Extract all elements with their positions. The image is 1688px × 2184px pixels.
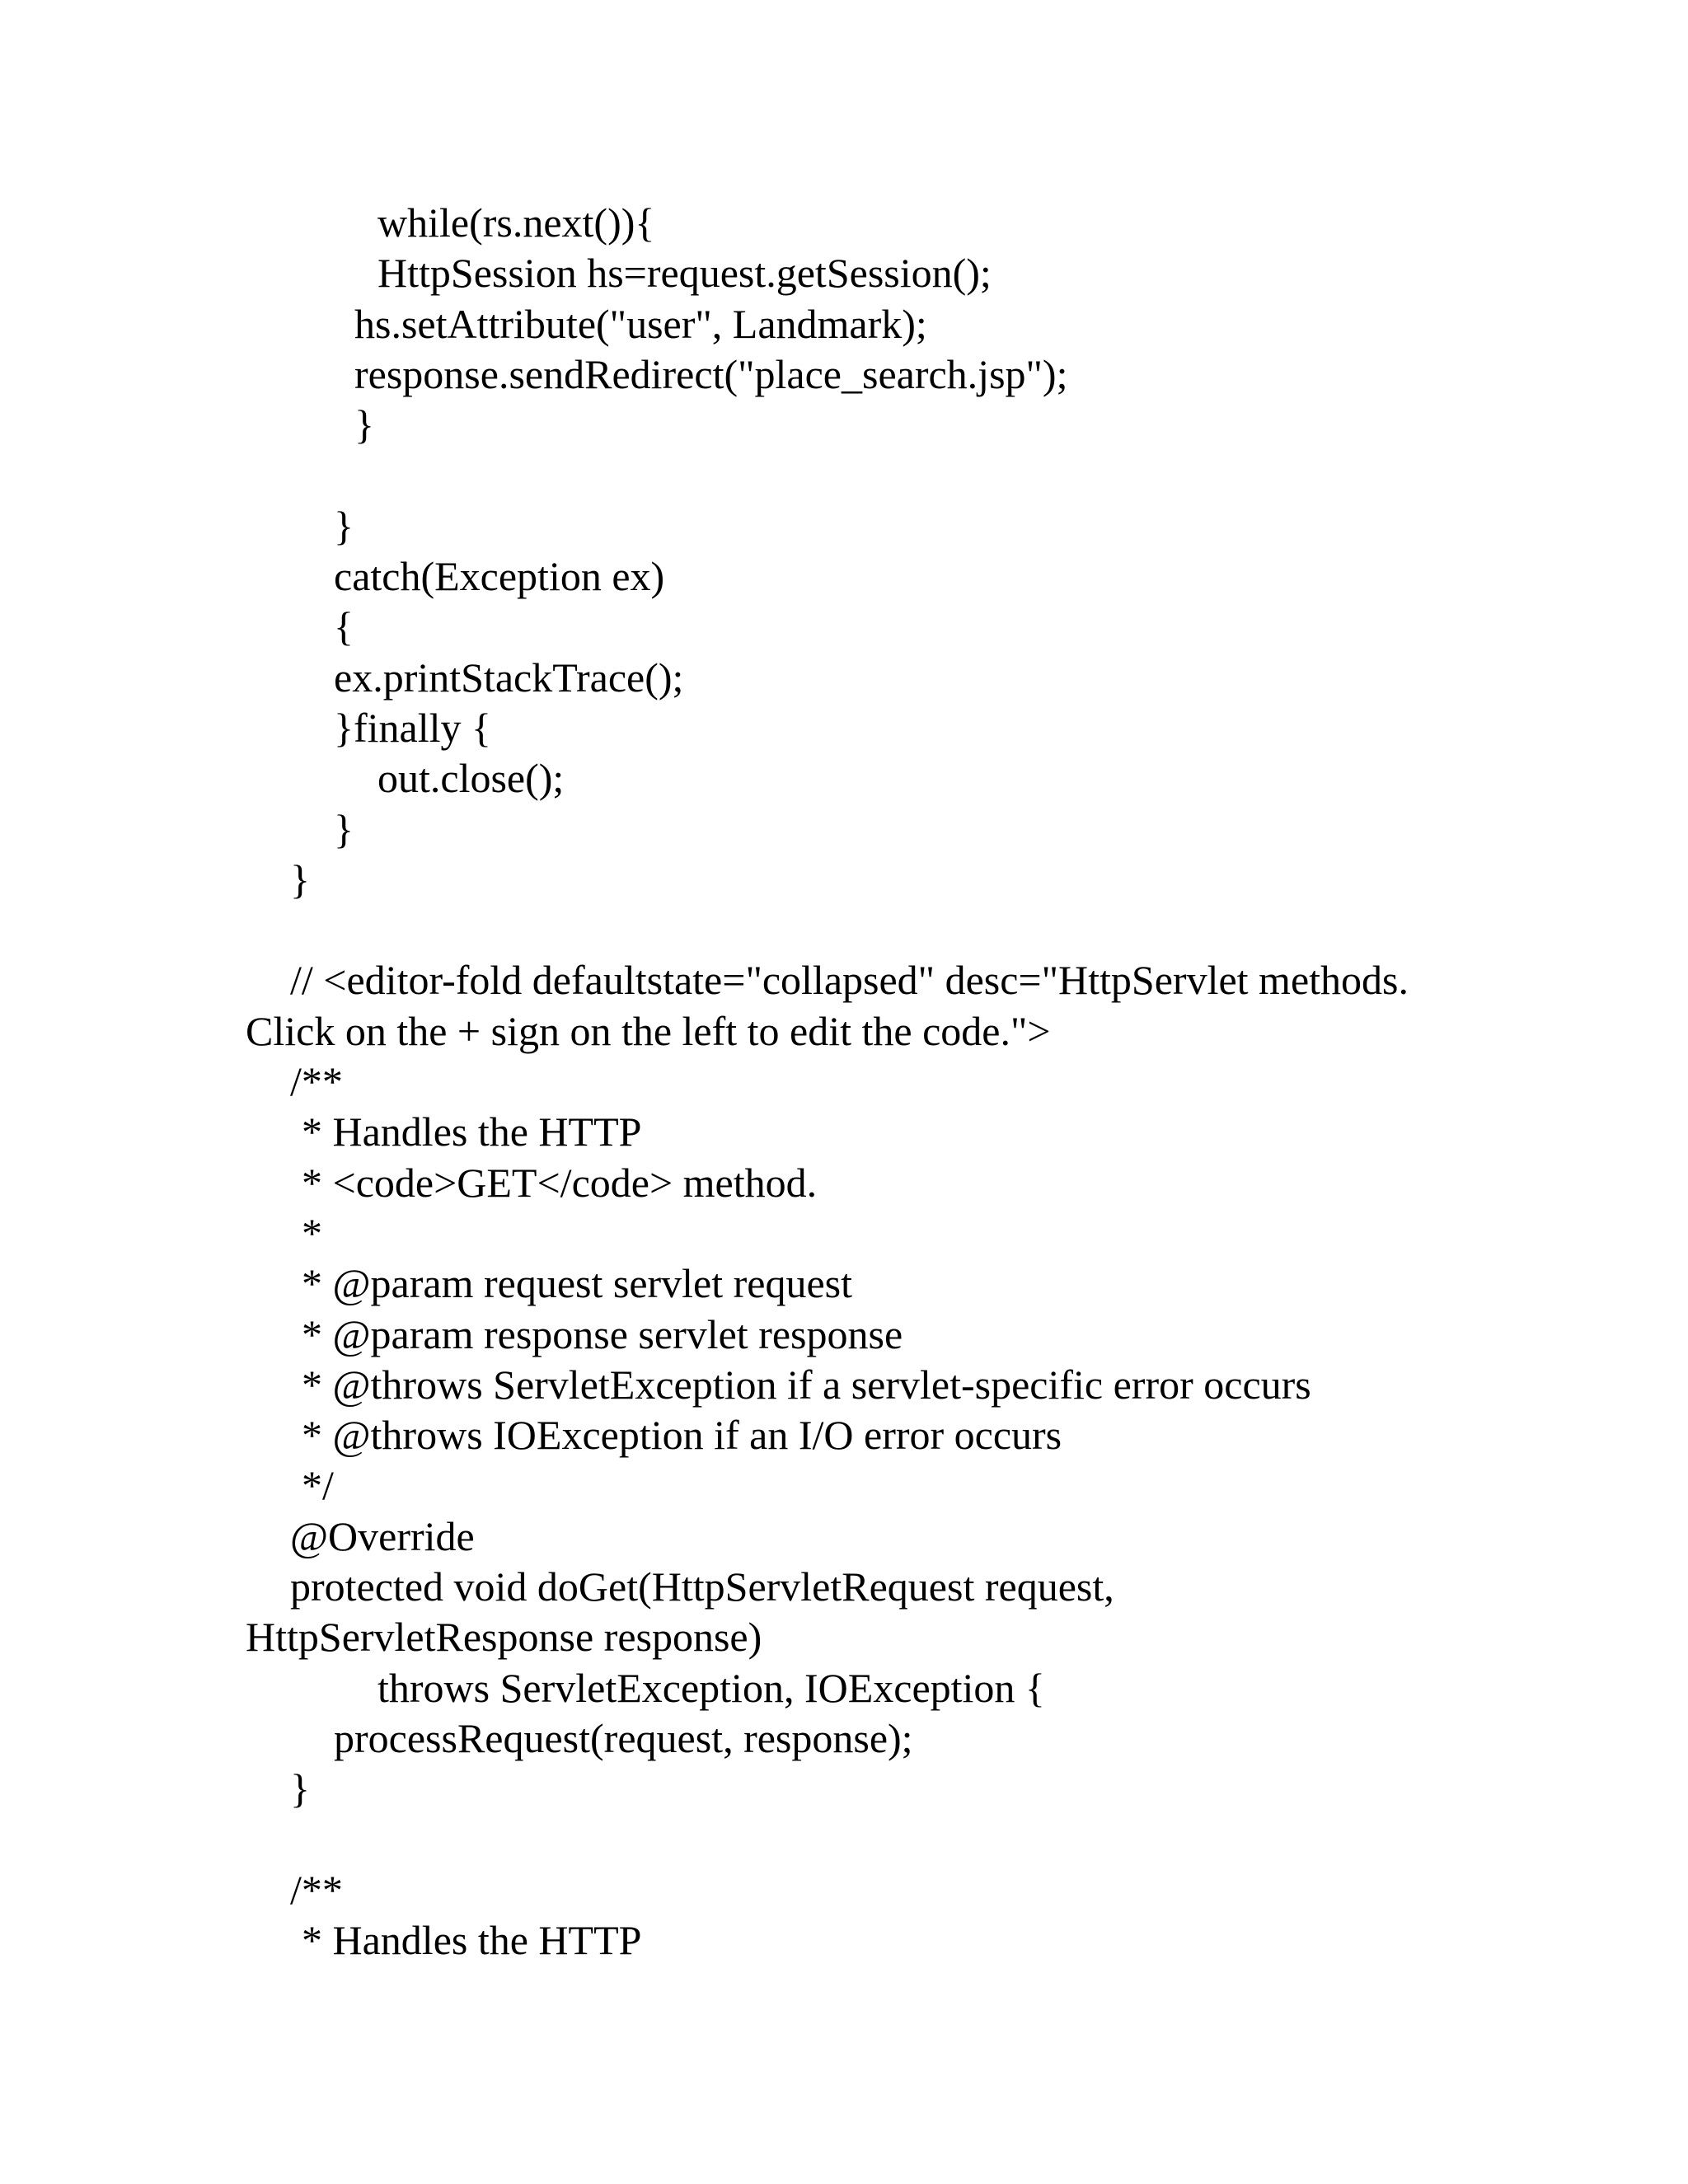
code-line: * @throws ServletException if a servlet-specific error occurs xyxy=(302,1361,1311,1408)
code-line: * Handles the HTTP xyxy=(302,1917,642,1964)
code-line: protected void doGet(HttpServletRequest request, xyxy=(290,1563,1114,1610)
code-line: * xyxy=(302,1209,322,1256)
code-line: } xyxy=(354,401,374,448)
code-line: } xyxy=(290,855,310,902)
code-listing xyxy=(0,198,1688,1966)
code-line: processRequest(request, response); xyxy=(334,1714,913,1761)
code-line: { xyxy=(334,603,354,650)
code-line: response.sendRedirect("place_search.jsp"); xyxy=(354,350,1068,397)
blank-line xyxy=(0,905,1688,955)
code-line: throws ServletException, IOException { xyxy=(377,1664,1045,1711)
code-line: }finally { xyxy=(334,704,492,751)
code-line: * <code>GET</code> method. xyxy=(302,1159,818,1206)
code-line: HttpServletResponse response) xyxy=(246,1614,762,1661)
code-line: Click on the + sign on the left to edit the code."> xyxy=(246,1007,1051,1054)
code-line: * @param request servlet request xyxy=(302,1260,853,1307)
blank-line xyxy=(0,1815,1688,1865)
code-line: } xyxy=(290,1765,310,1812)
code-line: HttpSession hs=request.getSession(); xyxy=(377,250,992,297)
code-line: * Handles the HTTP xyxy=(302,1108,642,1155)
code-line: } xyxy=(334,502,354,549)
code-line: /** xyxy=(290,1058,343,1105)
blank-line xyxy=(0,450,1688,500)
code-line: @Override xyxy=(290,1512,475,1559)
code-line: /** xyxy=(290,1866,343,1913)
code-line: * @throws IOException if an I/O error occurs xyxy=(302,1412,1062,1459)
code-line: hs.setAttribute("user", Landmark); xyxy=(354,300,927,347)
code-line: catch(Exception ex) xyxy=(334,553,665,600)
code-line: ex.printStackTrace(); xyxy=(334,654,684,701)
code-line: while(rs.next()){ xyxy=(377,199,655,246)
code-line: out.close(); xyxy=(377,755,565,802)
code-line: } xyxy=(334,805,354,852)
code-line: */ xyxy=(302,1462,334,1509)
code-line: // <editor-fold defaultstate="collapsed" desc="HttpServlet methods. xyxy=(290,957,1409,1004)
code-line: * @param response servlet response xyxy=(302,1310,903,1357)
